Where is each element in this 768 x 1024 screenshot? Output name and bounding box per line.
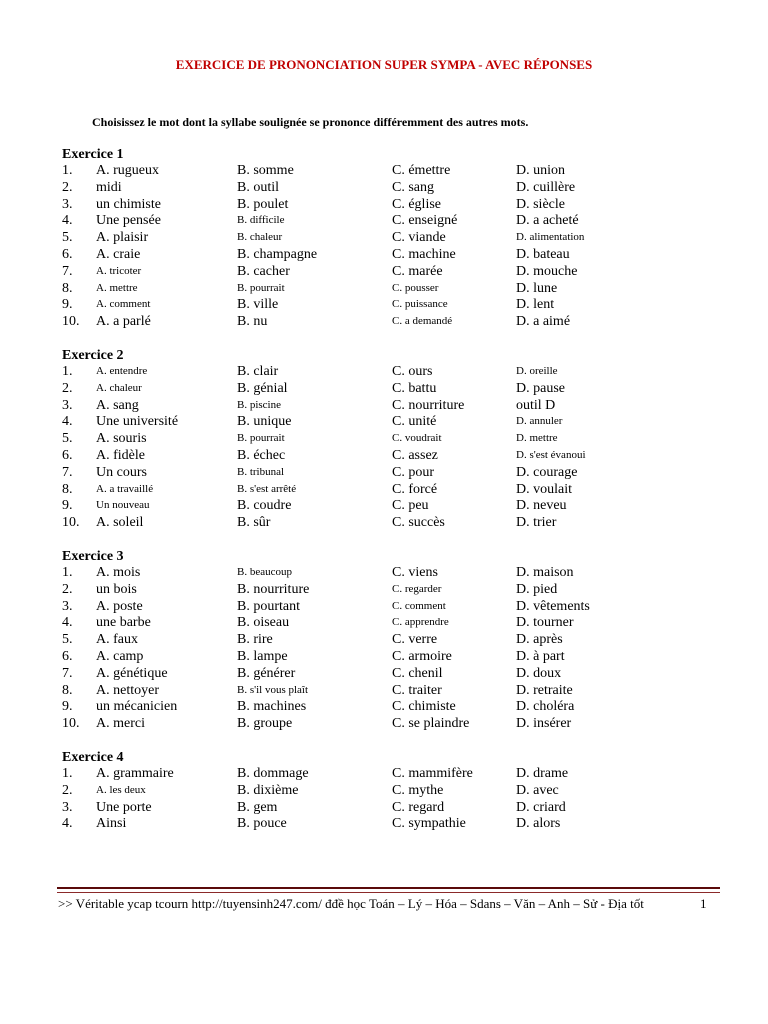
option-a: A. soleil: [96, 515, 144, 531]
question-row: [62, 565, 742, 582]
option-c: C. sang: [392, 179, 434, 195]
option-c: C. puissance: [392, 298, 448, 311]
question-number: 8.: [62, 481, 73, 497]
question-number: 4.: [62, 213, 73, 229]
option-b: B. beaucoup: [237, 566, 292, 578]
option-c: C. ours: [392, 364, 433, 379]
question-number: 8.: [62, 280, 73, 296]
exercise-heading: Exercice 2: [62, 348, 124, 363]
option-d: outil D: [516, 397, 556, 413]
question-number: 9.: [62, 297, 73, 313]
question-row: [62, 632, 742, 649]
question-row: [62, 381, 742, 398]
option-d: D. voulait: [516, 481, 572, 497]
question-number: 2.: [62, 179, 73, 195]
option-b: B. générer: [237, 665, 296, 681]
question-row: [62, 482, 742, 499]
option-b: B. outil: [237, 179, 280, 195]
option-c: C. armoire: [392, 648, 452, 664]
question-number: 4.: [62, 414, 73, 430]
question-number: 5.: [62, 632, 73, 648]
option-c: C. chimiste: [392, 699, 456, 715]
question-number: 10.: [62, 314, 80, 330]
option-c: C. mythe: [392, 782, 444, 798]
option-b: B. chaleur: [237, 231, 283, 244]
option-b: B. difficile: [237, 214, 285, 227]
option-c: C. apprendre: [392, 616, 449, 629]
option-d: D. annuler: [516, 415, 563, 428]
option-a: A. les deux: [96, 783, 146, 796]
option-a: A. camp: [96, 648, 144, 664]
option-c: C. pousser: [392, 281, 439, 294]
option-a: midi: [96, 179, 122, 195]
question-row: [62, 180, 742, 197]
question-number: 5.: [62, 431, 73, 447]
option-d: D. mouche: [516, 263, 578, 279]
option-a: A. nettoyer: [96, 682, 159, 698]
question-number: 2.: [62, 782, 73, 798]
question-row: [62, 716, 742, 733]
question-row: [62, 599, 742, 616]
option-b: B. rire: [237, 632, 273, 648]
option-d: D. après: [516, 632, 563, 648]
question-number: 9.: [62, 498, 73, 514]
question-row: [62, 230, 742, 247]
option-b: B. champagne: [237, 246, 318, 262]
option-d: D. s'est évanoui: [516, 448, 586, 461]
question-number: 2.: [62, 581, 73, 597]
option-d: D. criard: [516, 799, 566, 815]
option-c: C. enseigné: [392, 213, 458, 229]
option-a: A. craie: [96, 246, 141, 262]
question-number: 4.: [62, 816, 73, 832]
question-row: [62, 666, 742, 683]
question-row: [62, 414, 742, 431]
exercise-4: [62, 749, 742, 833]
option-c: C. forcé: [392, 481, 438, 497]
question-number: 7.: [62, 665, 73, 681]
option-a: Une université: [96, 414, 179, 430]
question-number: 1.: [62, 163, 73, 178]
option-d: D. trier: [516, 515, 557, 531]
question-number: 2.: [62, 380, 73, 396]
option-b: B. lampe: [237, 648, 288, 664]
option-a: un mécanicien: [96, 699, 178, 715]
question-row: [62, 783, 742, 800]
question-number: 8.: [62, 682, 73, 698]
option-c: C. machine: [392, 246, 456, 262]
option-a: A. comment: [96, 298, 151, 311]
question-number: 1.: [62, 766, 73, 781]
option-c: C. assez: [392, 447, 438, 463]
question-number: 3.: [62, 397, 73, 413]
question-row: [62, 448, 742, 465]
option-d: D. maison: [516, 565, 574, 580]
question-number: 4.: [62, 615, 73, 631]
option-d: D. alimentation: [516, 231, 585, 244]
option-b: B. s'est arrêté: [237, 482, 297, 495]
instruction: Choisissez le mot dont la syllabe soulignée se prononce différemment des autres mots.: [92, 115, 529, 129]
option-b: B. dixième: [237, 782, 299, 798]
exercise-heading: Exercice 3: [62, 549, 124, 564]
option-c: C. se plaindre: [392, 716, 470, 732]
option-d: D. drame: [516, 766, 569, 781]
question-row: [62, 398, 742, 415]
option-d: D. retraite: [516, 682, 573, 698]
option-b: B. dommage: [237, 766, 309, 781]
question-row: [62, 800, 742, 817]
question-number: 9.: [62, 699, 73, 715]
option-a: A. génétique: [96, 665, 168, 681]
question-row: [62, 649, 742, 666]
option-b: B. s'il vous plaît: [237, 683, 309, 696]
option-c: C. voudrait: [392, 432, 442, 445]
option-d: D. a aimé: [516, 314, 571, 330]
page-title: EXERCICE DE PRONONCIATION SUPER SYMPA - AVEC RÉPONSES: [175, 57, 593, 72]
option-c: C. traiter: [392, 682, 442, 698]
option-a: un bois: [96, 581, 137, 597]
option-b: B. groupe: [237, 716, 293, 732]
option-c: C. viens: [392, 565, 438, 580]
question-row: [62, 213, 742, 230]
option-d: D. siècle: [516, 196, 565, 212]
option-b: B. gem: [237, 799, 278, 815]
question-number: 6.: [62, 246, 73, 262]
option-a: Un cours: [96, 464, 147, 480]
question-row: [62, 297, 742, 314]
option-a: A. a travaillé: [96, 482, 154, 495]
question-number: 1.: [62, 364, 73, 379]
question-row: [62, 364, 742, 381]
option-c: C. pour: [392, 464, 434, 480]
option-c: C. nourriture: [392, 397, 465, 413]
option-c: C. a demandé: [392, 315, 453, 328]
option-c: C. chenil: [392, 665, 443, 681]
question-row: [62, 314, 742, 331]
option-c: C. regard: [392, 799, 445, 815]
question-row: [62, 163, 742, 180]
question-number: 3.: [62, 799, 73, 815]
option-c: C. mammifère: [392, 766, 473, 781]
option-d: D. pied: [516, 581, 558, 597]
option-b: B. oiseau: [237, 615, 290, 631]
question-number: 5.: [62, 230, 73, 246]
question-row: [62, 582, 742, 599]
option-d: D. insérer: [516, 716, 572, 732]
question-number: 7.: [62, 464, 73, 480]
footer-divider: [57, 887, 720, 889]
option-b: B. pourtant: [237, 598, 300, 614]
question-number: 10.: [62, 515, 80, 531]
option-d: D. cuillère: [516, 179, 576, 195]
option-d: D. bateau: [516, 246, 570, 262]
option-b: B. nu: [237, 314, 268, 330]
option-d: D. tourner: [516, 615, 574, 631]
option-a: A. merci: [96, 716, 145, 732]
option-a: une barbe: [96, 615, 151, 631]
option-c: C. succès: [392, 515, 445, 531]
question-row: [62, 766, 742, 783]
question-row: [62, 515, 742, 532]
option-b: B. pourrait: [237, 281, 285, 294]
question-number: 6.: [62, 447, 73, 463]
option-a: A. entendre: [96, 365, 148, 377]
option-c: C. église: [392, 196, 441, 212]
option-a: A. souris: [96, 431, 147, 447]
question-number: 7.: [62, 263, 73, 279]
question-row: [62, 431, 742, 448]
option-b: B. pourrait: [237, 432, 285, 445]
option-d: D. neveu: [516, 498, 567, 514]
option-b: B. cacher: [237, 263, 290, 279]
question-row: [62, 465, 742, 482]
option-b: B. coudre: [237, 498, 292, 514]
option-b: B. tribunal: [237, 465, 285, 478]
question-number: 3.: [62, 196, 73, 212]
option-c: C. verre: [392, 632, 438, 648]
option-d: D. lune: [516, 280, 558, 296]
option-a: A. a parlé: [96, 314, 151, 330]
question-row: [62, 615, 742, 632]
option-d: D. choléra: [516, 699, 575, 715]
option-b: B. somme: [237, 163, 294, 178]
option-a: A. fidèle: [96, 447, 145, 463]
option-d: D. alors: [516, 816, 561, 832]
option-d: D. avec: [516, 782, 559, 798]
option-a: A. rugueux: [96, 163, 159, 178]
question-row: [62, 816, 742, 833]
option-b: B. ville: [237, 297, 279, 313]
option-a: A. mois: [96, 565, 141, 580]
option-d: D. vêtements: [516, 598, 590, 614]
option-b: B. sûr: [237, 515, 271, 531]
option-b: B. clair: [237, 364, 279, 379]
option-b: B. piscine: [237, 398, 281, 411]
option-a: Une pensée: [96, 213, 161, 229]
option-d: D. a acheté: [516, 213, 579, 229]
option-b: B. nourriture: [237, 581, 310, 597]
option-c: C. comment: [392, 599, 446, 612]
question-row: [62, 247, 742, 264]
question-row: [62, 264, 742, 281]
question-row: [62, 197, 742, 214]
question-row: [62, 498, 742, 515]
footer-divider-thin: [57, 892, 720, 893]
option-a: Une porte: [96, 799, 152, 815]
option-c: C. battu: [392, 380, 437, 396]
option-b: B. génial: [237, 380, 288, 396]
exercise-heading: Exercice 1: [62, 147, 124, 162]
question-number: 6.: [62, 648, 73, 664]
option-c: C. regarder: [392, 582, 442, 595]
question-number: 1.: [62, 565, 73, 580]
option-c: C. marée: [392, 263, 443, 279]
option-b: B. machines: [237, 699, 307, 715]
option-c: C. émettre: [392, 163, 451, 178]
footer-text: >> Véritable ycap tcourn http://tuyensinh247.com/ đđề học Toán – Lý – Hóa – Sdans – Văn – Anh – Sử - Địa tốt: [58, 896, 644, 911]
question-number: 10.: [62, 716, 80, 732]
option-a: A. sang: [96, 397, 139, 413]
page-number: 1: [700, 896, 707, 911]
exercise-2: [62, 347, 742, 532]
option-a: A. grammaire: [96, 766, 174, 781]
option-a: un chimiste: [96, 196, 161, 212]
option-c: C. unité: [392, 414, 437, 430]
option-d: D. courage: [516, 464, 578, 480]
option-b: B. pouce: [237, 816, 287, 832]
option-c: C. peu: [392, 498, 429, 514]
option-d: D. union: [516, 163, 565, 178]
option-d: D. doux: [516, 665, 562, 681]
option-d: D. à part: [516, 648, 565, 664]
option-c: C. viande: [392, 230, 446, 246]
option-d: D. pause: [516, 380, 565, 396]
option-d: D. oreille: [516, 365, 558, 377]
exercise-1: [62, 146, 742, 331]
option-d: D. mettre: [516, 432, 558, 445]
option-a: A. plaisir: [96, 230, 149, 246]
option-b: B. poulet: [237, 196, 289, 212]
option-a: A. tricoter: [96, 264, 142, 277]
option-b: B. unique: [237, 414, 292, 430]
question-row: [62, 683, 742, 700]
option-a: A. chaleur: [96, 381, 142, 394]
option-a: A. mettre: [96, 281, 138, 294]
option-c: C. sympathie: [392, 816, 466, 832]
question-number: 3.: [62, 598, 73, 614]
option-b: B. échec: [237, 447, 286, 463]
question-row: [62, 281, 742, 298]
option-a: A. poste: [96, 598, 143, 614]
exercise-3: [62, 548, 742, 733]
question-row: [62, 699, 742, 716]
option-a: Ainsi: [96, 816, 127, 832]
option-a: Un nouveau: [96, 499, 150, 512]
exercise-heading: Exercice 4: [62, 750, 124, 765]
option-a: A. faux: [96, 632, 138, 648]
option-d: D. lent: [516, 297, 555, 313]
